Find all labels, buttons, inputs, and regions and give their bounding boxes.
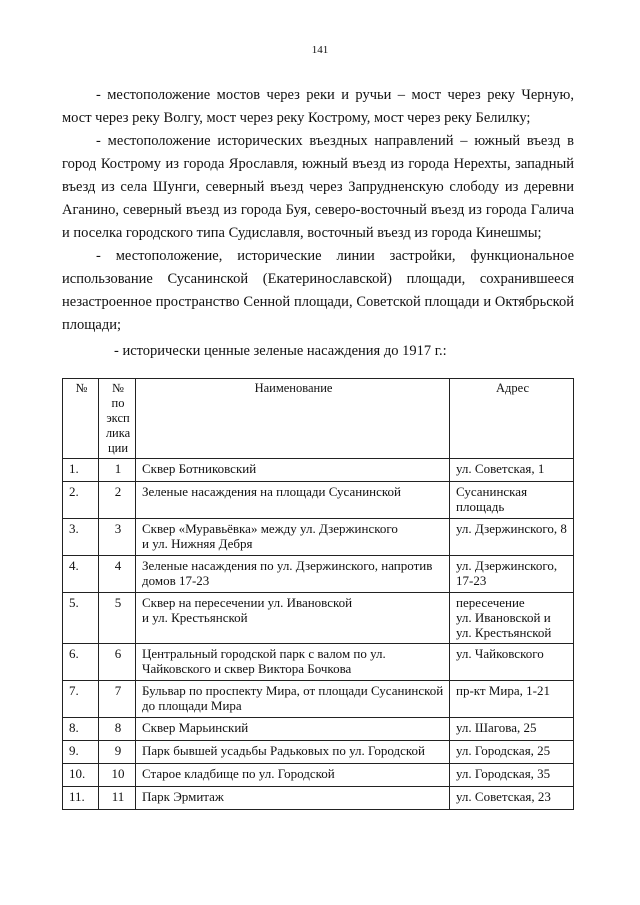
- row-name: Сквер на пересечении ул. Ивановской и ул. Крестьянской: [136, 593, 450, 644]
- table-row: [63, 681, 574, 718]
- header-address: Адрес: [450, 379, 574, 459]
- paragraph-squares: - местоположение, исторические линии застройки, функциональное использование Сусанинской (Екатеринославской) площади, сохранившееся незастроенное пространство Сенной площади, Советской площади и Октябрьской площади;: [62, 248, 574, 333]
- row-exp: 9: [99, 741, 136, 764]
- row-exp: 6: [99, 644, 136, 681]
- row-num: 9.: [63, 741, 99, 764]
- row-name: Зеленые насаждения на площади Сусанинской: [136, 482, 450, 519]
- row-num: 3.: [63, 519, 99, 556]
- row-num: 7.: [63, 681, 99, 718]
- table-row: [63, 718, 574, 741]
- table-row: [63, 741, 574, 764]
- row-address: ул. Советская, 1: [450, 459, 574, 482]
- row-exp: 5: [99, 593, 136, 644]
- table-row: [63, 593, 574, 644]
- row-num: 2.: [63, 482, 99, 519]
- table-row: [63, 764, 574, 787]
- row-num: 10.: [63, 764, 99, 787]
- row-name: Старое кладбище по ул. Городской: [136, 764, 450, 787]
- row-name: Центральный городской парк с валом по ул. Чайковского и сквер Виктора Бочкова: [136, 644, 450, 681]
- table-row: [63, 644, 574, 681]
- row-exp: 2: [99, 482, 136, 519]
- row-exp: 10: [99, 764, 136, 787]
- row-name: Сквер «Муравьёвка» между ул. Дзержинского и ул. Нижняя Дебря: [136, 519, 450, 556]
- table-row: [63, 482, 574, 519]
- row-address: ул. Советская, 23: [450, 787, 574, 810]
- row-exp: 11: [99, 787, 136, 810]
- row-name: Парк бывшей усадьбы Радьковых по ул. Городской: [136, 741, 450, 764]
- table-caption: - исторически ценные зеленые насаждения до 1917 г.:: [114, 343, 447, 359]
- row-exp: 3: [99, 519, 136, 556]
- row-exp: 1: [99, 459, 136, 482]
- row-name: Зеленые насаждения по ул. Дзержинского, напротив домов 17-23: [136, 556, 450, 593]
- row-num: 4.: [63, 556, 99, 593]
- row-address: ул. Городская, 35: [450, 764, 574, 787]
- header-num: №: [63, 379, 99, 459]
- row-name: Сквер Ботниковский: [136, 459, 450, 482]
- row-address: пересечение ул. Ивановской и ул. Крестьянской: [450, 593, 574, 644]
- header-exploitation-num: № по эксп лика ции: [99, 379, 136, 459]
- green-plantings-table: [62, 378, 574, 810]
- table-row: [63, 556, 574, 593]
- row-num: 11.: [63, 787, 99, 810]
- row-address: ул. Чайковского: [450, 644, 574, 681]
- row-name: Бульвар по проспекту Мира, от площади Сусанинской до площади Мира: [136, 681, 450, 718]
- row-exp: 4: [99, 556, 136, 593]
- row-address: ул. Дзержинского, 17-23: [450, 556, 574, 593]
- row-address: Сусанинская площадь: [450, 482, 574, 519]
- paragraph-entries: - местоположение исторических въездных направлений – южный въезд в город Кострому из города Ярославля, южный въезд из города Нерехты, западный въезд из села Шунги, северный въезд через Запрудненскую слободу из деревни Аганино, северный въезд из города Буя, северо-восточный въезд из города Галича и поселка городского типа Судиславля, восточный въезд из города Кинешмы;: [62, 133, 574, 241]
- table-row: [63, 519, 574, 556]
- table-row: [63, 787, 574, 810]
- row-exp: 7: [99, 681, 136, 718]
- row-num: 8.: [63, 718, 99, 741]
- row-name: Сквер Марьинский: [136, 718, 450, 741]
- row-address: ул. Шагова, 25: [450, 718, 574, 741]
- paragraph-bridges: - местоположение мостов через реки и ручьи – мост через реку Черную, мост через реку Волгу, мост через реку Кострому, мост через реку Белилку;: [62, 87, 574, 126]
- table-row: [63, 459, 574, 482]
- row-address: ул. Городская, 25: [450, 741, 574, 764]
- row-num: 1.: [63, 459, 99, 482]
- table-header-row: [63, 379, 574, 459]
- row-name: Парк Эрмитаж: [136, 787, 450, 810]
- row-address: пр-кт Мира, 1-21: [450, 681, 574, 718]
- document-body: [62, 84, 574, 360]
- row-address: ул. Дзержинского, 8: [450, 519, 574, 556]
- row-exp: 8: [99, 718, 136, 741]
- row-num: 5.: [63, 593, 99, 644]
- row-num: 6.: [63, 644, 99, 681]
- header-name: Наименование: [136, 379, 450, 459]
- page-number: 141: [311, 44, 329, 56]
